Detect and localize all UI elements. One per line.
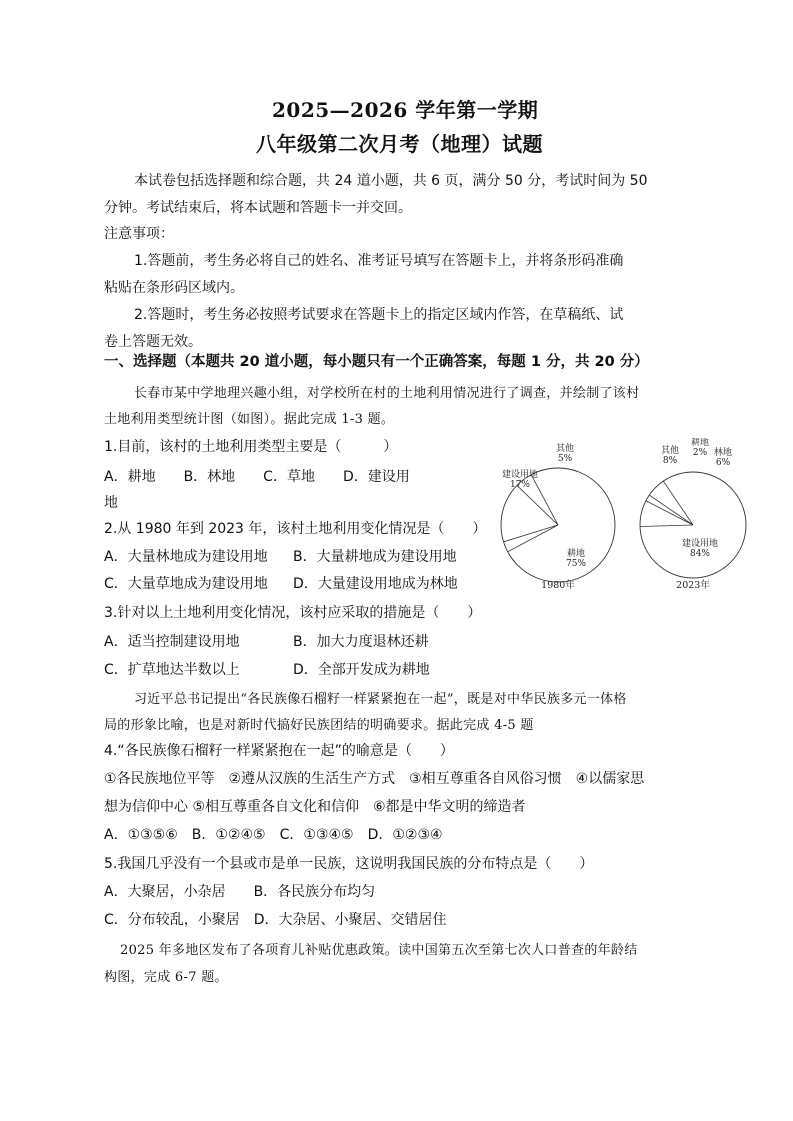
pie-label-1-3: 林地 6% (713, 448, 733, 468)
q5-stem: 5.我国几乎没有一个县或市是单一民族，这说明我国民族的分布特点是（ ） (104, 856, 594, 872)
exam-title-line2: 八年级第二次月考（地理）试题 (256, 132, 543, 156)
note2-line2: 卷上答题无效。 (104, 334, 202, 350)
note1-line2: 粘贴在条形码区域内。 (104, 280, 244, 296)
q2-option-b: B．大量耕地成为建设用地 (293, 549, 457, 565)
pie-label-0-2: 建设用地 17% (501, 470, 539, 490)
q2-option-a: A．大量林地成为建设用地 (104, 549, 268, 565)
pie-title-0: 1980年 (541, 580, 575, 591)
q1-options: A．耕地 B．林地 C．草地 D．建设用 (104, 469, 410, 485)
land-use-pie-charts (490, 438, 760, 598)
q3-option-b: B．加大力度退林还耕 (293, 634, 429, 650)
q3-option-d: D．全部开发成为耕地 (293, 662, 430, 678)
material2-line1: 习近平总书记提出“各民族像石榴籽一样紧紧抱在一起”，既是对中华民族多元一体格 (134, 692, 627, 707)
q4-stem: 4.“各民族像石榴籽一样紧紧抱在一起”的喻意是（ ） (104, 743, 454, 759)
pie-label-1-2: 耕地 2% (690, 438, 710, 458)
q2-stem: 2.从 1980 年到 2023 年，该村土地利用变化情况是（ ） (104, 521, 487, 537)
material1-line1: 长春市某中学地理兴趣小组，对学校所在村的土地利用情况进行了调查，并绘制了该村 (134, 386, 640, 401)
q4-options: A．①③⑤⑥ B．①②④⑤ C．①③④⑤ D．①②③④ (104, 827, 443, 843)
note2-line1: 2.答题时，考生务必按照考试要求在答题卡上的指定区域内作答，在草稿纸、试 (134, 307, 624, 323)
material3-line1: 2025 年多地区发布了各项育儿补贴优惠政策。读中国第五次至第七次人口普查的年龄结 (120, 943, 638, 958)
q3-stem: 3.针对以上土地利用变化情况，该村应采取的措施是（ ） (104, 605, 482, 621)
notice-title: 注意事项： (104, 226, 174, 242)
material2-line2: 局的形象比喻，也是对新时代搞好民族团结的明确要求。据此完成 4-5 题 (104, 718, 534, 733)
pie-title-1: 2023年 (676, 580, 710, 591)
pie-label-0-3: 其他 5% (555, 444, 575, 464)
q5-options-ab: A．大聚居，小杂居 B．各民族分布均匀 (104, 884, 376, 900)
pie-label-0-0: 耕地 75% (565, 549, 587, 569)
exam-title-line1: 2025—2026 学年第一学期 (272, 98, 539, 122)
q1-options-overflow: 地 (104, 495, 118, 511)
pie-label-1-0: 建设用地 84% (681, 539, 719, 559)
q4-items-line2: 想为信仰中心 ⑤相互尊重各自文化和信仰 ⑥都是中华文明的缔造者 (104, 799, 526, 815)
q3-option-c: C．扩草地达半数以上 (104, 662, 240, 678)
material3-line2: 构图，完成 6-7 题。 (104, 970, 228, 985)
q2-option-d: D．大量建设用地成为林地 (293, 576, 458, 592)
q4-items-line1: ①各民族地位平等 ②遵从汉族的生活生产方式 ③相互尊重各自风俗习惯 ④以儒家思 (104, 771, 645, 787)
pie-label-1-1: 其他 8% (660, 446, 680, 466)
intro-line2: 分钟。考试结束后，将本试题和答题卡一并交回。 (104, 200, 412, 216)
q2-option-c: C．大量草地成为建设用地 (104, 576, 268, 592)
q5-options-cd: C．分布较乱，小聚居 D．大杂居、小聚居、交错居住 (104, 912, 447, 928)
note1-line1: 1.答题前，考生务必将自己的姓名、准考证号填写在答题卡上，并将条形码准确 (134, 253, 624, 269)
intro-line1: 本试卷包括选择题和综合题，共 24 道小题，共 6 页，满分 50 分，考试时间为 50 (134, 173, 648, 189)
q1-stem: 1.目前，该村的土地利用类型主要是（ ） (104, 439, 398, 455)
section1-heading: 一、选择题（本题共 20 道小题，每小题只有一个正确答案，每题 1 分，共 20 分） (104, 354, 649, 370)
q3-option-a: A．适当控制建设用地 (104, 634, 240, 650)
material1-line2: 土地利用类型统计图（如图）。据此完成 1-3 题。 (104, 412, 395, 427)
